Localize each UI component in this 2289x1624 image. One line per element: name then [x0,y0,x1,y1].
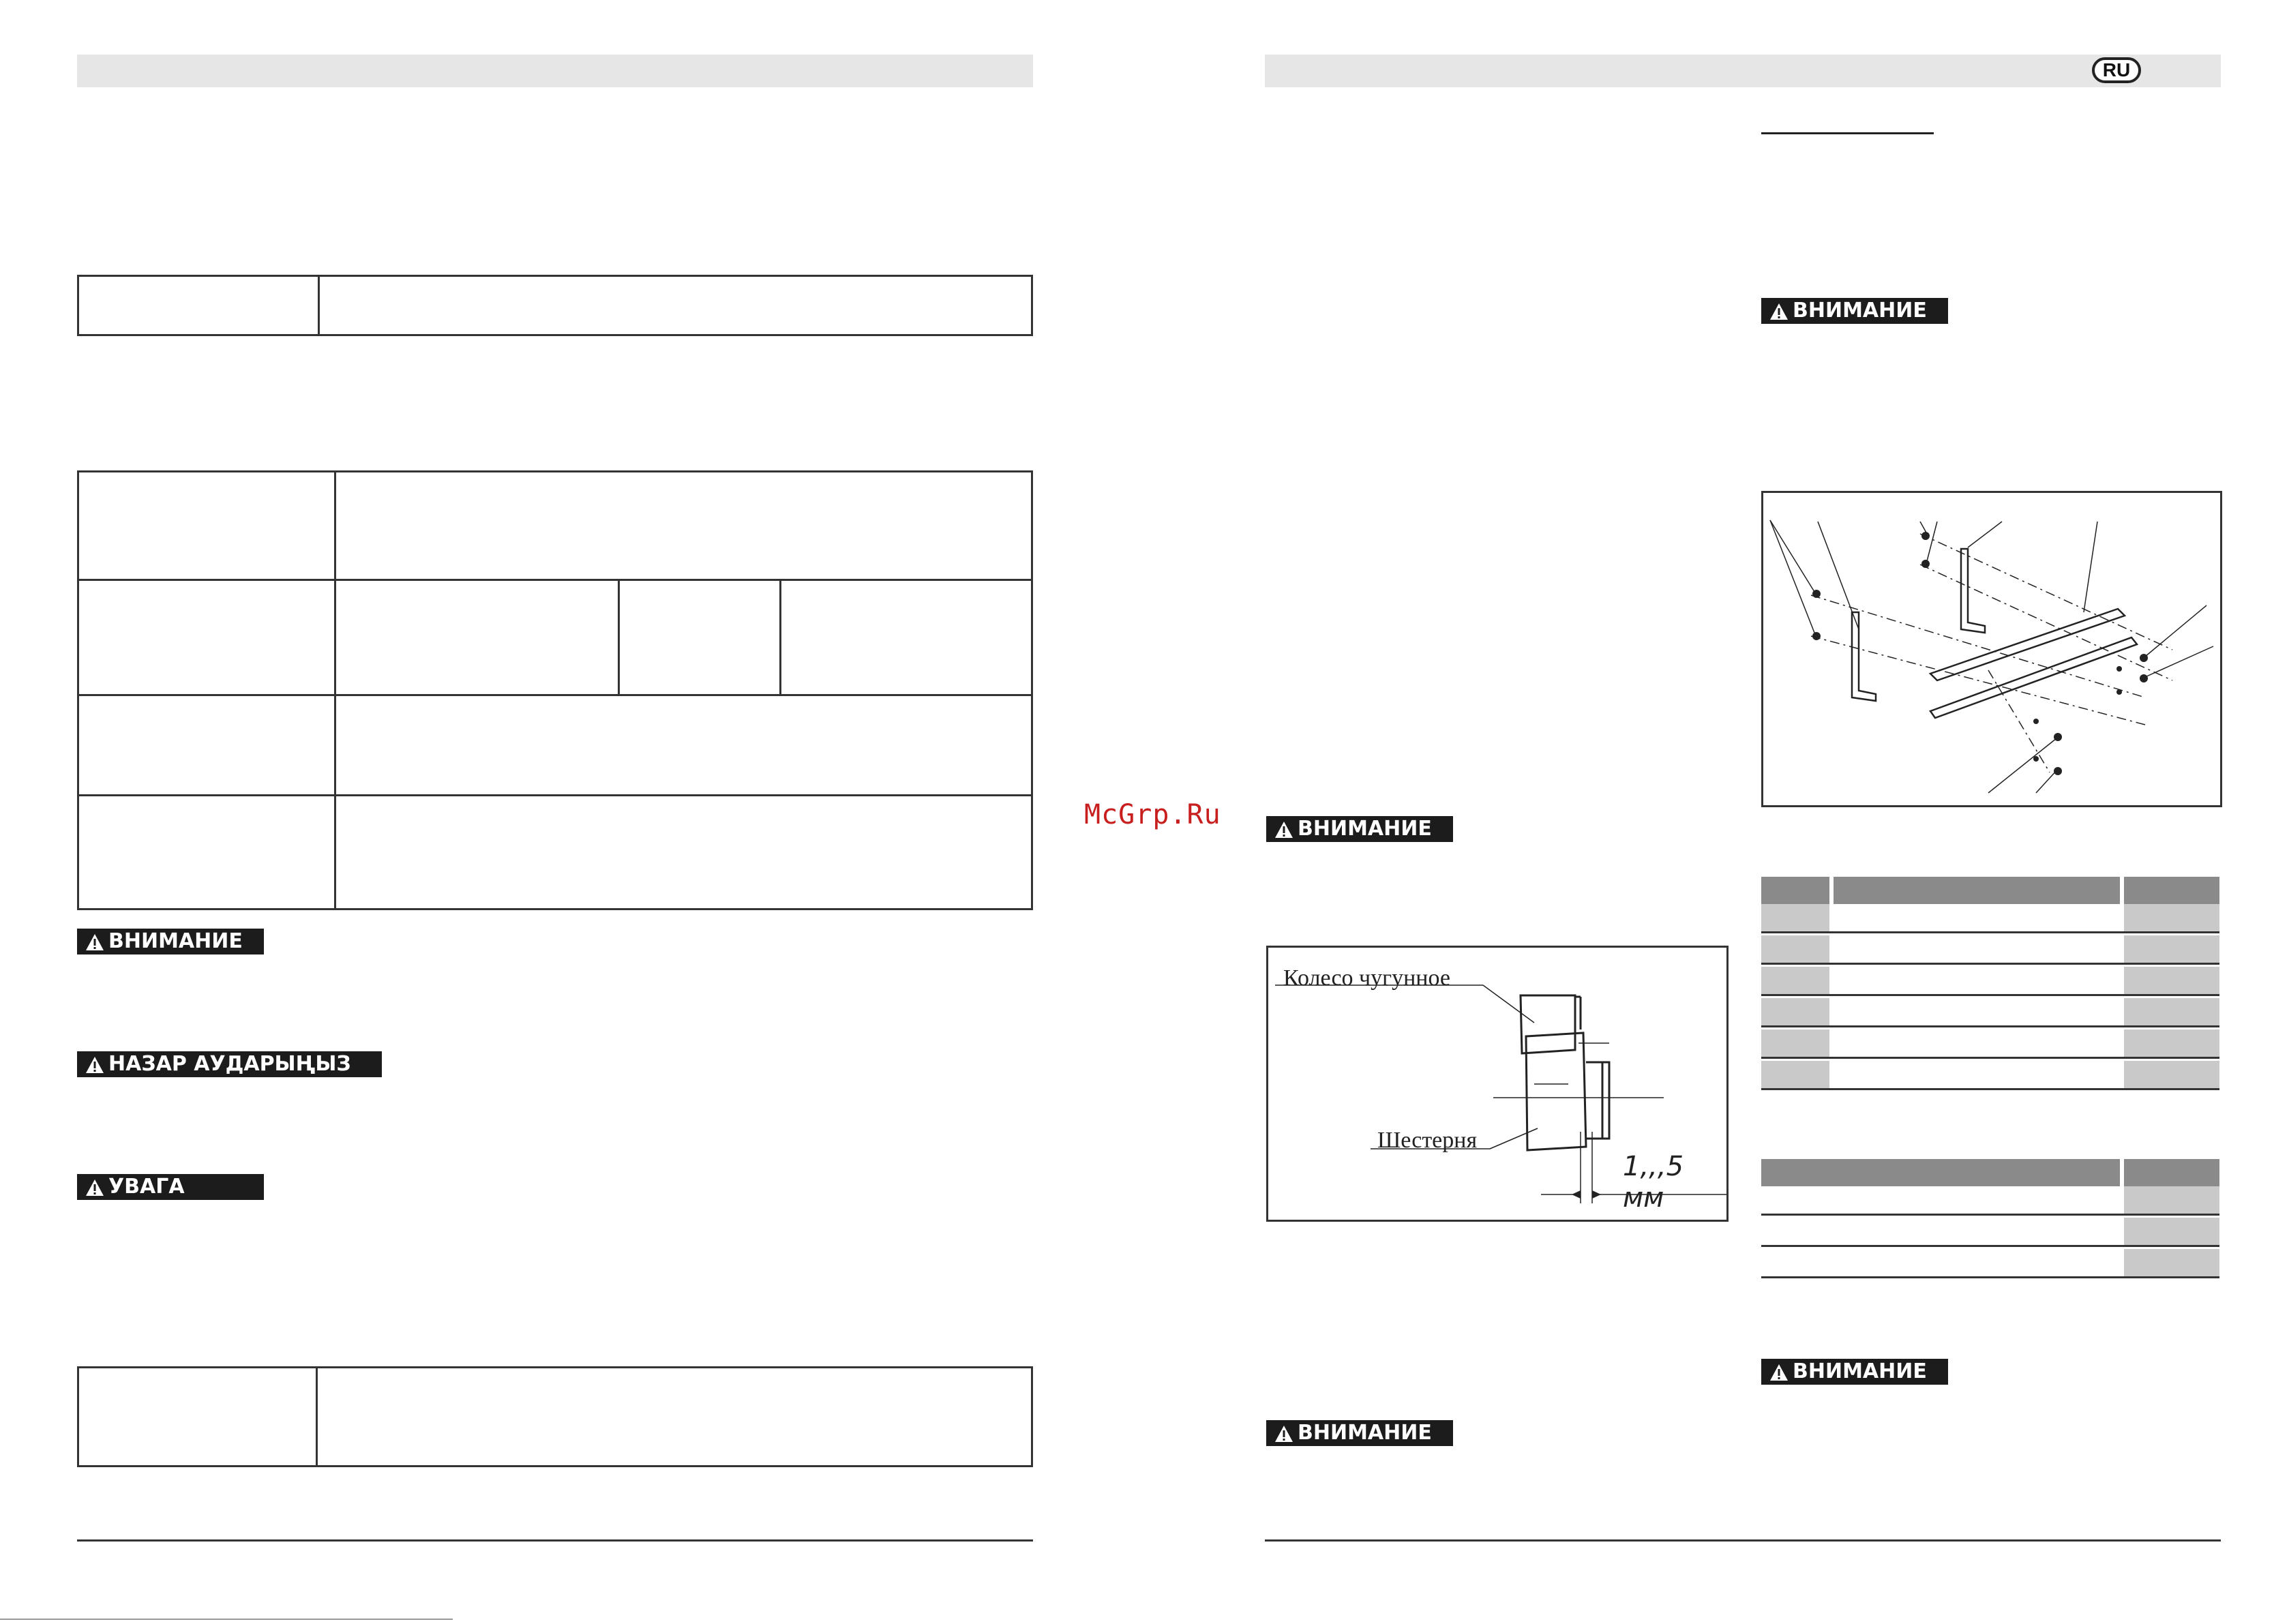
gear-pinion-label: Шестерня [1377,1128,1478,1153]
parts-table-1 [1761,877,2219,1091]
spec-table-1 [77,275,1033,336]
warning-triangle-icon [1274,1425,1293,1443]
warning-vnimanie-middle-top: ВНИМАНИЕ [1266,816,1453,842]
warning-nazar: НАЗАР АУДАРЫҢЫЗ [77,1051,382,1077]
section-heading-underline [1761,132,1934,134]
warning-triangle-icon [85,1179,104,1197]
left-header-bar [77,55,1033,87]
warning-triangle-icon [1769,303,1789,320]
right-header-bar [1265,55,2221,87]
gear-figure [1266,946,1729,1222]
warning-triangle-icon [1769,1364,1789,1381]
left-bottom-edge [0,1619,453,1620]
warning-vnimanie-right-bottom: ВНИМАНИЕ [1761,1359,1948,1385]
watermark: McGrp.Ru [1084,799,1221,830]
left-footer-rule [77,1539,1033,1542]
warning-vnimanie-middle-bottom: ВНИМАНИЕ [1266,1420,1453,1446]
warning-triangle-icon [1274,821,1293,839]
language-badge: RU [2092,57,2141,83]
warning-uvaga: УВАГА [77,1174,264,1200]
gear-gap-label: 1,,,5 мм [1623,1151,1684,1214]
rail-bracket-drawing [1763,493,2220,805]
parts-table-2 [1761,1159,2219,1282]
gear-wheel-label: Колесо чугунное [1283,965,1450,991]
assembly-figure [1761,491,2222,807]
right-footer-rule [1265,1539,2221,1542]
warning-vnimanie-right-top: ВНИМАНИЕ [1761,298,1948,324]
warning-triangle-icon [85,933,104,951]
warning-triangle-icon [85,1056,104,1074]
warning-vnimanie-left: ВНИМАНИЕ [77,929,264,954]
spec-table-2 [77,470,1033,910]
spec-table-3 [77,1366,1033,1467]
